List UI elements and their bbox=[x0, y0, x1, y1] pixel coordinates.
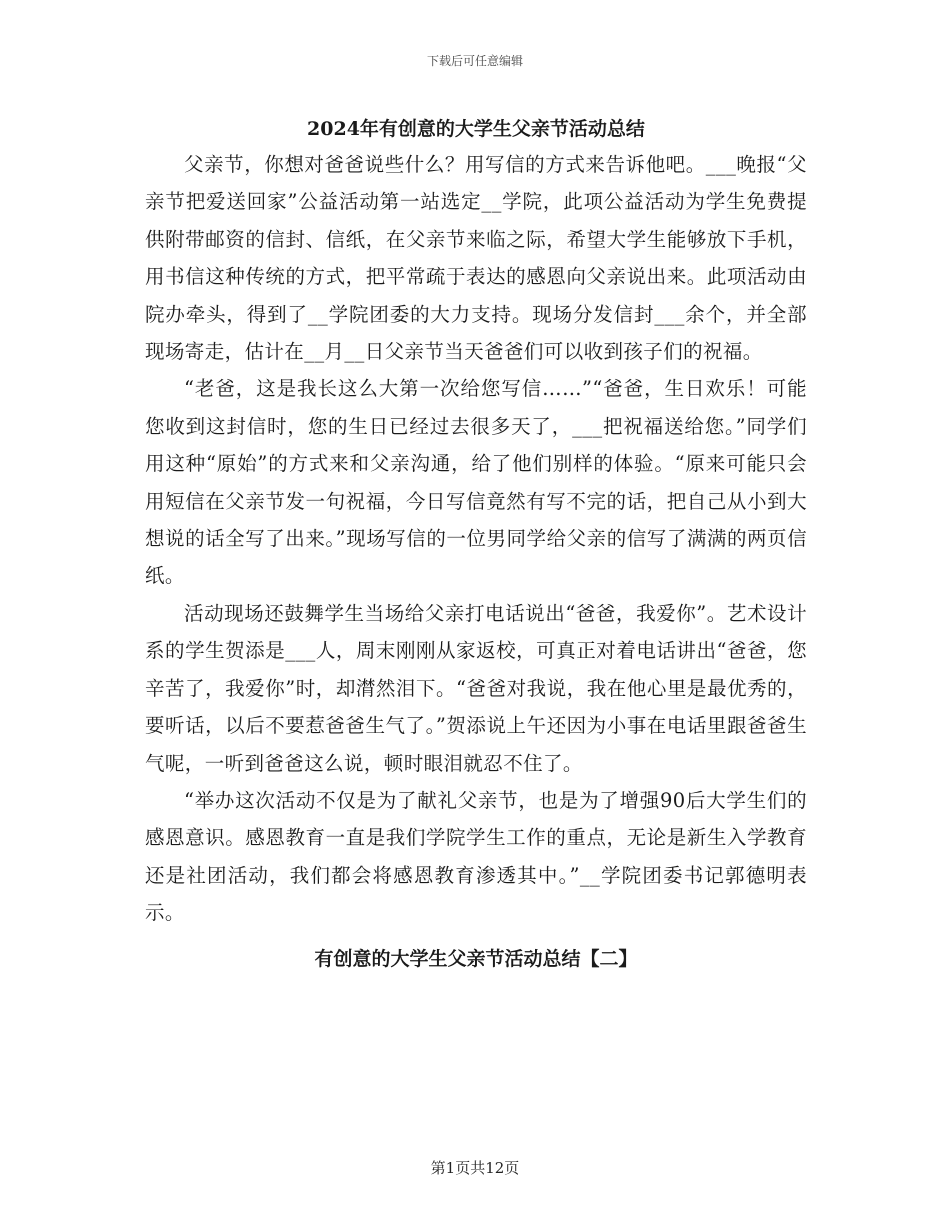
header-note: 下载后可任意编辑 bbox=[426, 54, 523, 68]
document-title: 2024年有创意的大学生父亲节活动总结 bbox=[307, 118, 645, 140]
paragraph-1: 父亲节，你想对爸爸说些什么？用写信的方式来告诉他吧。___晚报“父亲节把爱送回家”公益活动第一站选定__学院，此项公益活动为学生免费提供附带邮资的信封、信纸，在父亲节来临之际，希望大学生能够放下手机，用书信这种传统的方式，把平常疏于表达的感恩向父亲说出来。此项活动由院办牵头，得到了__学院团委的大力支持。现场分发信封___余个，并全部现场寄走，估计在__月__日父亲节当天爸爸们可以收到孩子们的祝福。 bbox=[145, 153, 807, 364]
paragraph-4: “举办这次活动不仅是为了献礼父亲节，也是为了增强90后大学生们的感恩意识。感恩教育一直是我们学院学生工作的重点，无论是新生入学教育还是社团活动，我们都会将感恩教育渗透其中。”__学院团委书记郭德明表示。 bbox=[145, 788, 807, 925]
document-body bbox=[145, 112, 807, 976]
section-title: 有创意的大学生父亲节活动总结【二】 bbox=[314, 947, 638, 970]
paragraph-3: 活动现场还鼓舞学生当场给父亲打电话说出“爸爸，我爱你”。艺术设计系的学生贺添是___人，周末刚刚从家返校，可真正对着电话讲出“爸爸，您辛苦了，我爱你”时，却潸然泪下。“爸爸对我说，我在他心里是最优秀的，要听话，以后不要惹爸爸生气了。”贺添说上午还因为小事在电话里跟爸爸生气呢，一听到爸爸这么说，顿时眼泪就忍不住了。 bbox=[145, 601, 807, 775]
page-footer: 第1页共12页 bbox=[430, 1159, 520, 1177]
paragraph-2: “老爸，这是我长这么大第一次给您写信……”“爸爸，生日欢乐！可能您收到这封信时，您的生日已经过去很多天了，___把祝福送给您。”同学们用这种“原始”的方式来和父亲沟通，给了他们别样的体验。“原来可能只会用短信在父亲节发一句祝福，今日写信竟然有写不完的话，把自己从小到大想说的话全写了出来。”现场写信的一位男同学给父亲的信写了满满的两页信纸。 bbox=[145, 377, 807, 588]
